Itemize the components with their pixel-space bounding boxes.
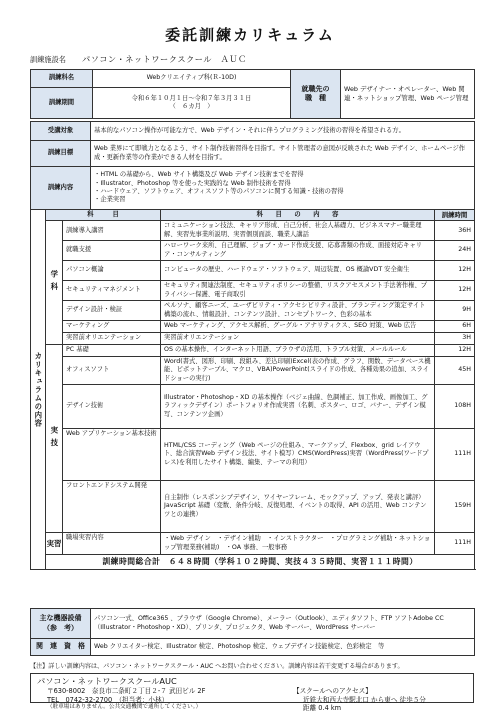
footer-address: 〒630-8002 奈良市二条町２丁目２-７ 武田ビル 2F bbox=[47, 687, 206, 695]
content-line: ・HTML の基礎から、Web サイト構築及び Web デザイン技術までを習得 bbox=[94, 171, 304, 179]
period-cell bbox=[93, 88, 291, 119]
subject-cell: フロントエンドシステム開発 bbox=[63, 481, 161, 533]
content-cell: セキュリティ関連法制度、セキュリティポリシーの整備、リスクアセスメント手法著作権、プライバシー保護、電子商取引 bbox=[161, 281, 435, 301]
hours-cell: 24H bbox=[435, 241, 475, 261]
institution-line bbox=[30, 54, 247, 65]
access-distance: 距離 0.4 km bbox=[303, 704, 342, 713]
hours-cell: 159H bbox=[435, 481, 475, 533]
job-value: Web デザイナー・オペレーター、Web 関連・ネットショップ管理、Web ページ管理 bbox=[341, 70, 475, 119]
period-value: 令和６年１０月１日～令和７年３月３１日 bbox=[131, 94, 252, 102]
content-cell: OS の基本操作、インターネット用語、ブラウザの活用、トラブル対策、メールルール bbox=[161, 345, 435, 357]
jitsugi-label-cell bbox=[46, 345, 63, 533]
footer-box bbox=[30, 673, 474, 713]
gakka-label-cell bbox=[46, 221, 63, 345]
content-line: ・Illustrator、Photoshop 等を使った実践的な Web 制作技術を習得 bbox=[94, 179, 291, 187]
jisshu-label-cell bbox=[46, 533, 63, 555]
equipment-label: 主な機器設備 （参 考） bbox=[31, 609, 91, 639]
target-text: 基本的なパソコン操作が可能な方で、Web デザイン・それに伴うプログラミング技術の習得を希望される方。 bbox=[91, 122, 475, 141]
course-name-value: Webクリエイティブ科(Ｒ-10D) bbox=[93, 70, 291, 88]
access-title: 【スクールへのアクセス】 bbox=[293, 687, 372, 695]
note: 【注】詳しい訓練内容は、パソコン・ネットワークスクール・AUC へお問い合わせください。訓練内容は若干変更する場合があります。 bbox=[30, 663, 404, 670]
footer-org: パソコン・ネットワークスクールAUC bbox=[37, 676, 177, 686]
goal-text: Web 業界にて即戦力となるよう、サイト制作技術習得を目指す。サイト管理者の意図が反映された Web デザイン、ホームページ作成・更新作業等の作業ができる人材を目指す。 bbox=[91, 141, 475, 167]
curriculum-vertical-label-cell bbox=[31, 210, 46, 570]
content-cell: Word(書式、図形、印刷、段組み、差込印刷)Excel(表の作成、グラフ、関数、データベース機能、ピボットテーブル、マクロ、VBA)PowerPoint(スライドの作成、各種効果の追加、スライドショーの実行) bbox=[161, 357, 435, 385]
header-hours: 訓練時間 bbox=[435, 210, 475, 221]
content-cell: コンピュータの歴史、ハードウェア・ソフトウェア、周辺装置、OS 概論VDT 安全衛生 bbox=[161, 261, 435, 281]
equipment-text: パソコン一式、Office365 、ブラウザ（Google Chrome）、メーラー（Outlook）、エディタソフト、FTP ソフトAdobe CC（Illustrator・Photoshop・XD）、プリンタ、プロジェクタ、Web サーバー、WordPress サーバー bbox=[91, 609, 475, 639]
content-cell: Web マーケティング、アクセス解析、グーグル・アナリティクス、SEO 対策、Web 広告 bbox=[161, 321, 435, 333]
institution-name: パソコン・ネットワークスクール ＡＵＣ bbox=[82, 54, 247, 64]
quals-text: Web クリエイター検定、Illustrator 検定、Photoshop 検定、ウェブデザイン技能検定、色彩検定 等 bbox=[91, 639, 475, 656]
page-title: 委託訓練カリキュラム bbox=[165, 26, 335, 44]
hours-cell: 12H bbox=[435, 345, 475, 357]
subject-cell: デザイン技術 bbox=[63, 385, 161, 429]
content-cell: ペルソナ、顧客ニーズ、ユーザビリティ・アクセシビリティ設計、ブランディング策定サイト構築の流れ、情報設計、コンテンツ設計、コンセプトワーク、色彩の基本 bbox=[161, 301, 435, 321]
course-name-label: 訓練科名 bbox=[31, 70, 93, 88]
content-label: 訓練内容 bbox=[31, 167, 91, 210]
hours-cell: 3H bbox=[435, 333, 475, 345]
quals-label: 関 連 資 格 bbox=[31, 639, 91, 656]
gakka-label: 学科 bbox=[49, 270, 59, 296]
course-info-table bbox=[30, 69, 475, 119]
hours-cell: 9H bbox=[435, 301, 475, 321]
header-subject: 科 目 bbox=[46, 210, 161, 221]
jisshu-label: 実習 bbox=[46, 538, 62, 548]
content-cell: ・Web デザイン ・デザイン補助 ・インストラクター ・プログラミング補助・ネットショップ管理業務(補助) ・OA 事務、一般事務 bbox=[161, 533, 435, 555]
equipment-table bbox=[30, 608, 475, 656]
subject-cell: パソコン概論 bbox=[63, 261, 161, 281]
access-route: 近鉄大和西大寺駅北口 から東へ 徒歩５分 bbox=[303, 695, 426, 704]
job-label: 就職先の 職 種 bbox=[291, 70, 341, 119]
period-label: 訓練期間 bbox=[31, 88, 93, 119]
content-cell: 自主制作（レスポンシブデザイン、ワイヤーフレーム、モックアップ、アップ、発表と講評）JavaScript 基礎（変数、条件分岐、反復処理、イベントの取得、API の活用、Web コンテンツとの連携） bbox=[161, 481, 435, 533]
subject-cell: セキュリティマネジメント bbox=[63, 281, 161, 301]
content-cell: ハローワーク来所、自己理解、ジョブ・カード作成支援、応募書類の作成、面接対応キャリア・コンサルティング bbox=[161, 241, 435, 261]
hours-cell: 12H bbox=[435, 281, 475, 301]
total-hours: 訓練時間総合計 ６４８時間（学科１０２時間、実技４３５時間、実習１１１時間） bbox=[46, 555, 475, 570]
goal-label: 訓練目標 bbox=[31, 141, 91, 167]
subject-cell: 実習前オリエンテーション bbox=[63, 333, 161, 345]
hours-cell: 108H bbox=[435, 385, 475, 429]
subject-cell: マーケティング bbox=[63, 321, 161, 333]
content-cell: 実習前オリエンテーション bbox=[161, 333, 435, 345]
subject-cell: 就職支援 bbox=[63, 241, 161, 261]
curriculum-table bbox=[30, 121, 475, 570]
footer-tel: TEL 0742-32-2700 （担当者：小林） bbox=[47, 695, 169, 704]
subject-cell: Web アプリケーション基本技術 bbox=[63, 429, 161, 481]
footer-address-block bbox=[47, 687, 205, 711]
content-cell: HTML/CSS コーディング（Web ページの仕組み、マークアップ、Flexbox、grid レイアウト、総合演習Web デザイン技法、サイト模写）CMS(WordPress)実習（WordPress(ワードプレス)を利用したサイト構築、編集、テーマの利用） bbox=[161, 429, 435, 481]
hours-cell: 111H bbox=[435, 533, 475, 555]
hours-cell: 36H bbox=[435, 221, 475, 241]
subject-cell: オフィスソフト bbox=[63, 357, 161, 385]
jitsugi-label: 実技 bbox=[49, 426, 59, 451]
hours-cell: 6H bbox=[435, 321, 475, 333]
curriculum-vertical-label: カリキュラムの内容 bbox=[33, 351, 43, 428]
subject-cell: 職場実習内容 bbox=[63, 533, 161, 555]
hours-cell: 45H bbox=[435, 357, 475, 385]
content-line: ・ハードウェア、ソフトウェア、オフィスソフト等のパソコンに関する知識・技術の習得 bbox=[94, 188, 344, 195]
institution-label: 訓練施設名 bbox=[30, 55, 66, 64]
subject-cell: デザイン設計・検証 bbox=[63, 301, 161, 321]
subject-cell: PC 基礎 bbox=[63, 345, 161, 357]
content-cell: コミュニケーション技法、キャリア形成、自己分析、社会人基礎力、ビジネスマナー職業理解、実習先事業所説明、実習個別面談、職業人講話 bbox=[161, 221, 435, 241]
hours-cell: 111H bbox=[435, 429, 475, 481]
target-label: 受講対象 bbox=[31, 122, 91, 141]
header-content: 科 目 の 内 容 bbox=[161, 210, 435, 221]
period-months: （ ６カ月 ） bbox=[169, 103, 214, 110]
subject-cell: 訓練導入講習 bbox=[63, 221, 161, 241]
content-text bbox=[91, 167, 475, 210]
content-cell: Illustrator・Photoshop・XD の基本操作（ベジェ曲線、色調補正、加工作成、画像加工、グラフィックデザイン）ポートフォリオ作成実習（名刺、ポスター、ロゴ、バナー、デザイン模写、コンテンツ企画） bbox=[161, 385, 435, 429]
content-line: ・企業実習 bbox=[94, 196, 126, 204]
hours-cell: 12H bbox=[435, 261, 475, 281]
footer-parking: （駐車場はありません。公共交通機関で通所してください。） bbox=[47, 704, 202, 711]
footer-access-block bbox=[293, 687, 426, 713]
